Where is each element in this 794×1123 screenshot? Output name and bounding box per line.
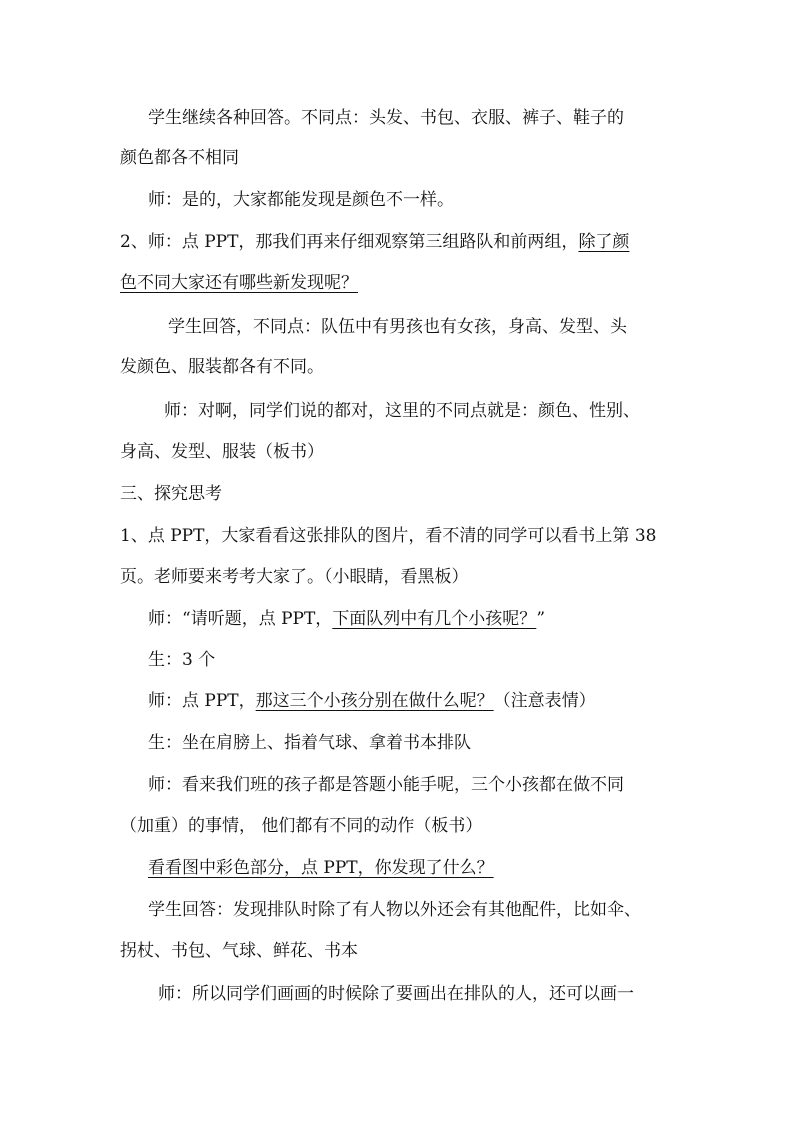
line-text: 2、师：点 PPT，那我们再来仔细观察第三组路队和前两组， bbox=[120, 232, 579, 252]
text-line-12 bbox=[120, 566, 469, 588]
line-text: 师：对啊，同学们说的都对，这里的不同点就是：颜色、性别、 bbox=[164, 401, 640, 421]
line-text: 师：所以同学们画画的时候除了要画出在排队的人，还可以画一 bbox=[158, 984, 634, 1004]
text-line-22 bbox=[158, 983, 634, 1005]
line-text: 生：3 个 bbox=[148, 650, 216, 670]
text-line-21 bbox=[120, 940, 358, 962]
line-text: 师：“请听题，点 PPT， bbox=[148, 609, 333, 629]
text-line-2 bbox=[120, 147, 239, 169]
text-line-6 bbox=[168, 316, 627, 338]
text-line-4 bbox=[120, 231, 629, 253]
line-text: 生：坐在肩膀上、指着气球、拿着书本排队 bbox=[148, 733, 471, 753]
text-line-9 bbox=[120, 441, 324, 463]
text-line-7 bbox=[120, 356, 324, 378]
line-text: 三、探究思考 bbox=[120, 484, 222, 504]
line-text: 1、点 PPT，大家看看这张排队的图片，看不清的同学可以看书上第 38 bbox=[120, 526, 657, 546]
text-line-16 bbox=[148, 732, 471, 754]
underlined-text: 除了颜 bbox=[578, 232, 630, 252]
text-line-15 bbox=[148, 690, 596, 712]
text-line-11 bbox=[120, 525, 656, 547]
text-line-20 bbox=[148, 899, 641, 921]
text-line-18 bbox=[120, 815, 482, 837]
underlined-text: 下面队列中有几个小孩呢？ bbox=[332, 609, 537, 629]
text-line-3 bbox=[148, 189, 454, 211]
line-text: 学生回答：发现排队时除了有人物以外还会有其他配件，比如伞、 bbox=[148, 900, 641, 920]
line-text: 师：是的，大家都能发现是颜色不一样。 bbox=[148, 190, 454, 210]
line-text: 学生继续各种回答。不同点：头发、书包、衣服、裤子、鞋子的 bbox=[148, 108, 624, 128]
line-text: 发颜色、服装都各有不同。 bbox=[120, 357, 324, 377]
section-heading bbox=[120, 483, 222, 505]
line-text: 学生回答，不同点：队伍中有男孩也有女孩，身高、发型、头 bbox=[168, 317, 627, 337]
text-line-19 bbox=[148, 857, 494, 879]
text-line-8 bbox=[164, 400, 640, 422]
text-line-13 bbox=[148, 608, 545, 630]
line-text: 师：看来我们班的孩子都是答题小能手呢，三个小孩都在做不同 bbox=[148, 775, 624, 795]
line-text: ” bbox=[536, 609, 546, 629]
line-text: 拐杖、书包、气球、鲜花、书本 bbox=[120, 941, 358, 961]
line-text: （加重）的事情， 他们都有不同的动作（板书） bbox=[120, 816, 483, 836]
text-line-14 bbox=[148, 649, 215, 671]
text-line-17 bbox=[148, 774, 624, 796]
line-text: 师：点 PPT， bbox=[148, 691, 256, 711]
underlined-text: 那这三个小孩分别在做什么呢？ bbox=[255, 691, 494, 711]
line-text: （注意表情） bbox=[493, 691, 596, 711]
line-text: 颜色都各不相同 bbox=[120, 148, 239, 168]
line-text: 身高、发型、服装（板书） bbox=[120, 442, 324, 462]
underlined-text: 看看图中彩色部分，点 PPT，你发现了什么？ bbox=[148, 858, 494, 878]
line-text: 页。老师要来考考大家了。（小眼睛，看黑板） bbox=[120, 567, 469, 587]
text-line-5 bbox=[120, 272, 358, 294]
text-line-1 bbox=[148, 107, 624, 129]
underlined-text: 色不同大家还有哪些新发现呢？ bbox=[120, 273, 358, 293]
